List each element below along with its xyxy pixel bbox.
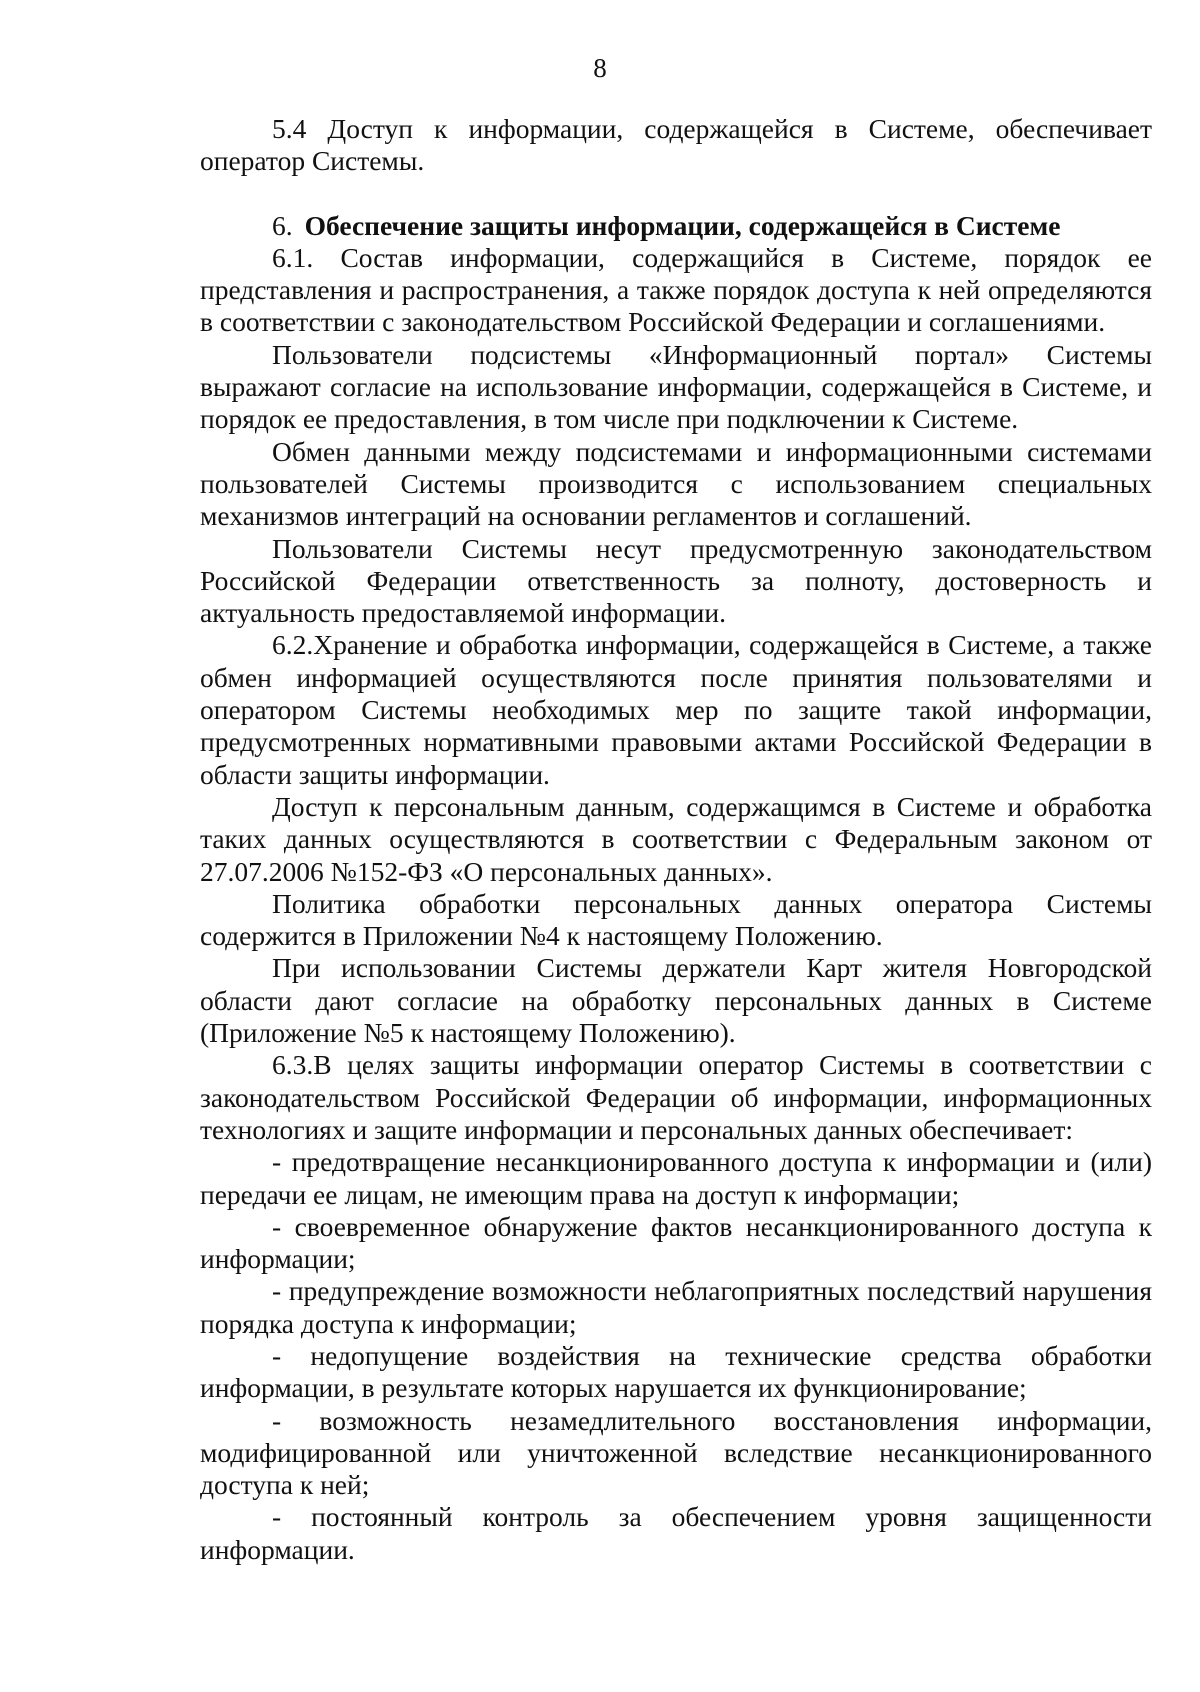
page-number: 8 [593, 53, 607, 83]
paragraph: Пользователи Системы несут предусмотренную законодательством Российской Федерации ответственность за полноту, достоверность и актуальность предоставляемой информации. [200, 532, 1152, 629]
section-number: 6. [272, 209, 293, 241]
list-item: - предупреждение возможности неблагоприятных последствий нарушения порядка доступа к информации; [200, 1275, 1152, 1339]
section-title: Обеспечение защиты информации, содержащейся в Системе [304, 209, 1061, 241]
paragraph-5-4: 5.4 Доступ к информации, содержащейся в Системе, обеспечивает оператор Системы. [200, 113, 1152, 177]
paragraph: 6.2.Хранение и обработка информации, содержащейся в Системе, а также обмен информацией осуществляются после принятия пользователями и оператором Системы необходимых мер по защите такой информации, предусмотренных нормативными правовыми актами Российской Федерации в области защиты информации. [200, 629, 1152, 790]
document-body [200, 113, 1152, 1566]
list-item: - постоянный контроль за обеспечением уровня защищенности информации. [200, 1501, 1152, 1565]
list-item: - предотвращение несанкционированного доступа к информации и (или) передачи ее лицам, не имеющим права на доступ к информации; [200, 1146, 1152, 1210]
paragraph: При использовании Системы держатели Карт жителя Новгородской области дают согласие на обработку персональных данных в Системе (Приложение №5 к настоящему Положению). [200, 952, 1152, 1049]
paragraph: Политика обработки персональных данных оператора Системы содержится в Приложении №4 к настоящему Положению. [200, 887, 1152, 952]
section-heading [200, 210, 1152, 242]
paragraph: 6.3.В целях защиты информации оператор Системы в соответствии с законодательством Российской Федерации об информации, информационных технологиях и защите информации и персональных данных обеспечивает: [200, 1049, 1152, 1145]
list-item: - своевременное обнаружение фактов несанкционированного доступа к информации; [200, 1210, 1152, 1275]
paragraph: Обмен данными между подсистемами и информационными системами пользователей Системы производится с использованием специальных механизмов интеграций на основании регламентов и соглашений. [200, 435, 1152, 532]
paragraph: Доступ к персональным данным, содержащимся в Системе и обработка таких данных осуществляются в соответствии с Федеральным законом от 27.07.2006 №152-ФЗ «О персональных данных». [200, 790, 1152, 887]
paragraph: 6.1. Состав информации, содержащийся в Системе, порядок ее представления и распространения, а также порядок доступа к ней определяются в соответствии с законодательством Российской Федерации и соглашениями. [200, 241, 1152, 338]
paragraph: Пользователи подсистемы «Информационный портал» Системы выражают согласие на использование информации, содержащейся в Системе, и порядок ее предоставления, в том числе при подключении к Системе. [200, 338, 1152, 435]
list-item: - возможность незамедлительного восстановления информации, модифицированной или уничтоженной вследствие несанкционированного доступа к ней; [200, 1404, 1152, 1501]
list-item: - недопущение воздействия на технические средства обработки информации, в результате которых нарушается их функционирование; [200, 1339, 1152, 1404]
